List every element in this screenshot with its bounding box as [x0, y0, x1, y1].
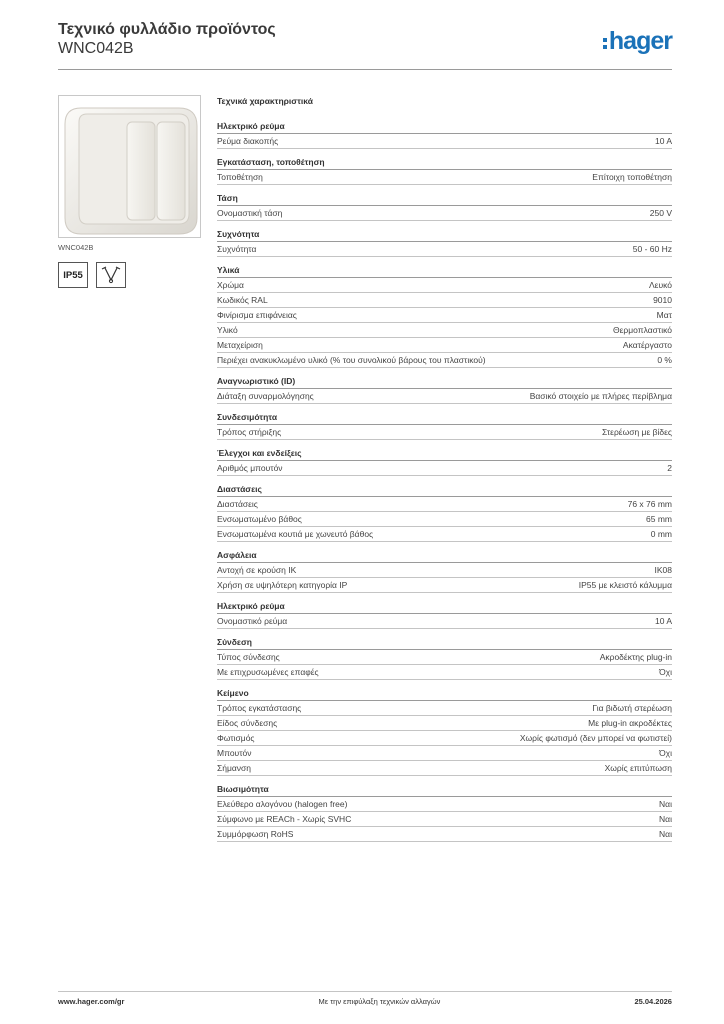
section-title: Ηλεκτρικό ρεύμα: [217, 601, 672, 614]
spec-label: Φωτισμός: [217, 733, 255, 743]
spec-value: Όχι: [659, 748, 672, 758]
spec-value: 0 %: [657, 355, 672, 365]
spec-row: [217, 716, 672, 731]
spec-row: [217, 731, 672, 746]
spec-value: 0 mm: [650, 529, 672, 539]
spec-value: Ναι: [659, 814, 672, 824]
section-title: Συχνότητα: [217, 229, 672, 242]
spec-value: 2: [667, 463, 672, 473]
spec-label: Ενσωματωμένα κουτιά με χωνευτό βάθος: [217, 529, 374, 539]
spec-label: Χρώμα: [217, 280, 244, 290]
spec-row: [217, 242, 672, 257]
spec-value: IK08: [654, 565, 672, 575]
section-title: Αναγνωριστικό (ID): [217, 376, 672, 389]
spec-row: [217, 425, 672, 440]
spec-row: [217, 338, 672, 353]
spec-section: [217, 157, 672, 185]
spec-label: Τοποθέτηση: [217, 172, 263, 182]
spec-row: [217, 812, 672, 827]
page-title: Τεχνικό φυλλάδιο προϊόντος: [58, 21, 276, 38]
spec-value: Με plug-in ακροδέκτες: [588, 718, 672, 728]
section-title: Βιωσιμότητα: [217, 784, 672, 797]
spec-row: [217, 761, 672, 776]
switch-symbol-icon: [96, 262, 126, 288]
spec-label: Συχνότητα: [217, 244, 257, 254]
spec-section: [217, 265, 672, 368]
spec-section: [217, 601, 672, 629]
section-title: Κείμενο: [217, 688, 672, 701]
spec-row: [217, 308, 672, 323]
section-title: Τάση: [217, 193, 672, 206]
spec-row: [217, 665, 672, 680]
spec-label: Περιέχει ανακυκλωμένο υλικό (% του συνολικού βάρους του πλαστικού): [217, 355, 486, 365]
spec-section: [217, 412, 672, 440]
section-title: Διαστάσεις: [217, 484, 672, 497]
logo-text: hager: [608, 27, 672, 55]
spec-value: Λευκό: [649, 280, 672, 290]
spec-value: Ακατέργαστο: [622, 340, 672, 350]
spec-value: 76 x 76 mm: [627, 499, 672, 509]
spec-value: 50 - 60 Hz: [632, 244, 672, 254]
spec-value: Ματ: [656, 310, 672, 320]
footer-notice: Με την επιφύλαξη τεχνικών αλλαγών: [318, 997, 441, 1006]
spec-value: 65 mm: [646, 514, 672, 524]
spec-row: [217, 461, 672, 476]
section-title: Υλικά: [217, 265, 672, 278]
spec-section: [217, 784, 672, 842]
spec-row: [217, 278, 672, 293]
spec-value: Ναι: [659, 829, 672, 839]
spec-label: Τρόπος εγκατάστασης: [217, 703, 302, 713]
spec-label: Συμμόρφωση RoHS: [217, 829, 294, 839]
spec-row: [217, 701, 672, 716]
spec-label: Ονομαστικό ρεύμα: [217, 616, 288, 626]
spec-label: Μεταχείριση: [217, 340, 263, 350]
page-header: [58, 20, 672, 70]
spec-value: Για βιδωτή στερέωση: [592, 703, 672, 713]
spec-label: Αντοχή σε κρούση IK: [217, 565, 297, 575]
ip55-badge: IP55: [58, 262, 88, 288]
product-code: WNC042B: [58, 40, 134, 57]
spec-row: [217, 170, 672, 185]
spec-label: Διαστάσεις: [217, 499, 258, 509]
spec-value: Επίτοιχη τοποθέτηση: [592, 172, 672, 182]
product-image: [58, 95, 201, 238]
spec-label: Ρεύμα διακοπής: [217, 136, 279, 146]
section-title: Συνδεσιμότητα: [217, 412, 672, 425]
spec-row: [217, 527, 672, 542]
spec-label: Με επιχρυσωμένες επαφές: [217, 667, 319, 677]
spec-label: Τύπος σύνδεσης: [217, 652, 280, 662]
image-caption: WNC042B: [58, 243, 94, 252]
section-title: Ηλεκτρικό ρεύμα: [217, 121, 672, 134]
spec-value: 10 A: [654, 616, 672, 626]
section-title: Έλεγχοι και ενδείξεις: [217, 448, 672, 461]
technical-specs: [217, 96, 672, 850]
spec-row: [217, 797, 672, 812]
spec-section: [217, 193, 672, 221]
spec-value: Χωρίς φωτισμό (δεν μπορεί να φωτιστεί): [519, 733, 672, 743]
spec-row: [217, 134, 672, 149]
spec-label: Διάταξη συναρμολόγησης: [217, 391, 314, 401]
spec-section: [217, 376, 672, 404]
spec-value: Βασικό στοιχείο με πλήρες περίβλημα: [529, 391, 672, 401]
spec-section: [217, 550, 672, 593]
spec-value: Ναι: [659, 799, 672, 809]
spec-value: Όχι: [659, 667, 672, 677]
specs-heading: Τεχνικά χαρακτηριστικά: [217, 96, 313, 106]
spec-row: [217, 206, 672, 221]
spec-value: Ακροδέκτης plug-in: [599, 652, 672, 662]
spec-row: [217, 293, 672, 308]
spec-row: [217, 827, 672, 842]
spec-label: Ονομαστική τάση: [217, 208, 283, 218]
section-title: Σύνδεση: [217, 637, 672, 650]
spec-label: Ελεύθερο αλογόνου (halogen free): [217, 799, 348, 809]
spec-value: 9010: [653, 295, 672, 305]
spec-label: Μπουτόν: [217, 748, 252, 758]
spec-label: Αριθμός μπουτόν: [217, 463, 283, 473]
spec-label: Χρήση σε υψηλότερη κατηγορία IP: [217, 580, 348, 590]
spec-value: IP55 με κλειστό κάλυμμα: [578, 580, 672, 590]
spec-row: [217, 746, 672, 761]
spec-section: [217, 688, 672, 776]
spec-row: [217, 650, 672, 665]
spec-row: [217, 497, 672, 512]
section-title: Εγκατάσταση, τοποθέτηση: [217, 157, 672, 170]
spec-row: [217, 563, 672, 578]
spec-section: [217, 121, 672, 149]
footer-website: www.hager.com/gr: [58, 997, 125, 1006]
footer-date: 25.04.2026: [634, 997, 672, 1006]
logo-dots: [603, 38, 607, 49]
spec-label: Ενσωματωμένο βάθος: [217, 514, 302, 524]
spec-value: Στερέωση με βίδες: [601, 427, 672, 437]
spec-label: Τρόπος στήριξης: [217, 427, 282, 437]
footer-divider: [58, 991, 672, 992]
switch-product-illustration: [59, 96, 201, 238]
spec-label: Σύμφωνο με REACh - Χωρίς SVHC: [217, 814, 352, 824]
spec-row: [217, 323, 672, 338]
spec-label: Υλικό: [217, 325, 238, 335]
spec-row: [217, 614, 672, 629]
spec-label: Κωδικός RAL: [217, 295, 268, 305]
spec-section: [217, 637, 672, 680]
spec-value: 10 A: [654, 136, 672, 146]
page-footer: [58, 997, 672, 1006]
spec-row: [217, 578, 672, 593]
spec-label: Σήμανση: [217, 763, 252, 773]
spec-value: Χωρίς επιτύπωση: [604, 763, 672, 773]
spec-section: [217, 484, 672, 542]
spec-section: [217, 229, 672, 257]
spec-section: [217, 448, 672, 476]
spec-value: 250 V: [649, 208, 672, 218]
spec-value: Θερμοπλαστικό: [612, 325, 672, 335]
spec-row: [217, 353, 672, 368]
spec-label: Φινίρισμα επιφάνειας: [217, 310, 297, 320]
spec-sections: [217, 121, 672, 842]
spec-label: Είδος σύνδεσης: [217, 718, 278, 728]
hager-logo: [603, 26, 672, 56]
section-title: Ασφάλεια: [217, 550, 672, 563]
spec-row: [217, 512, 672, 527]
spec-row: [217, 389, 672, 404]
